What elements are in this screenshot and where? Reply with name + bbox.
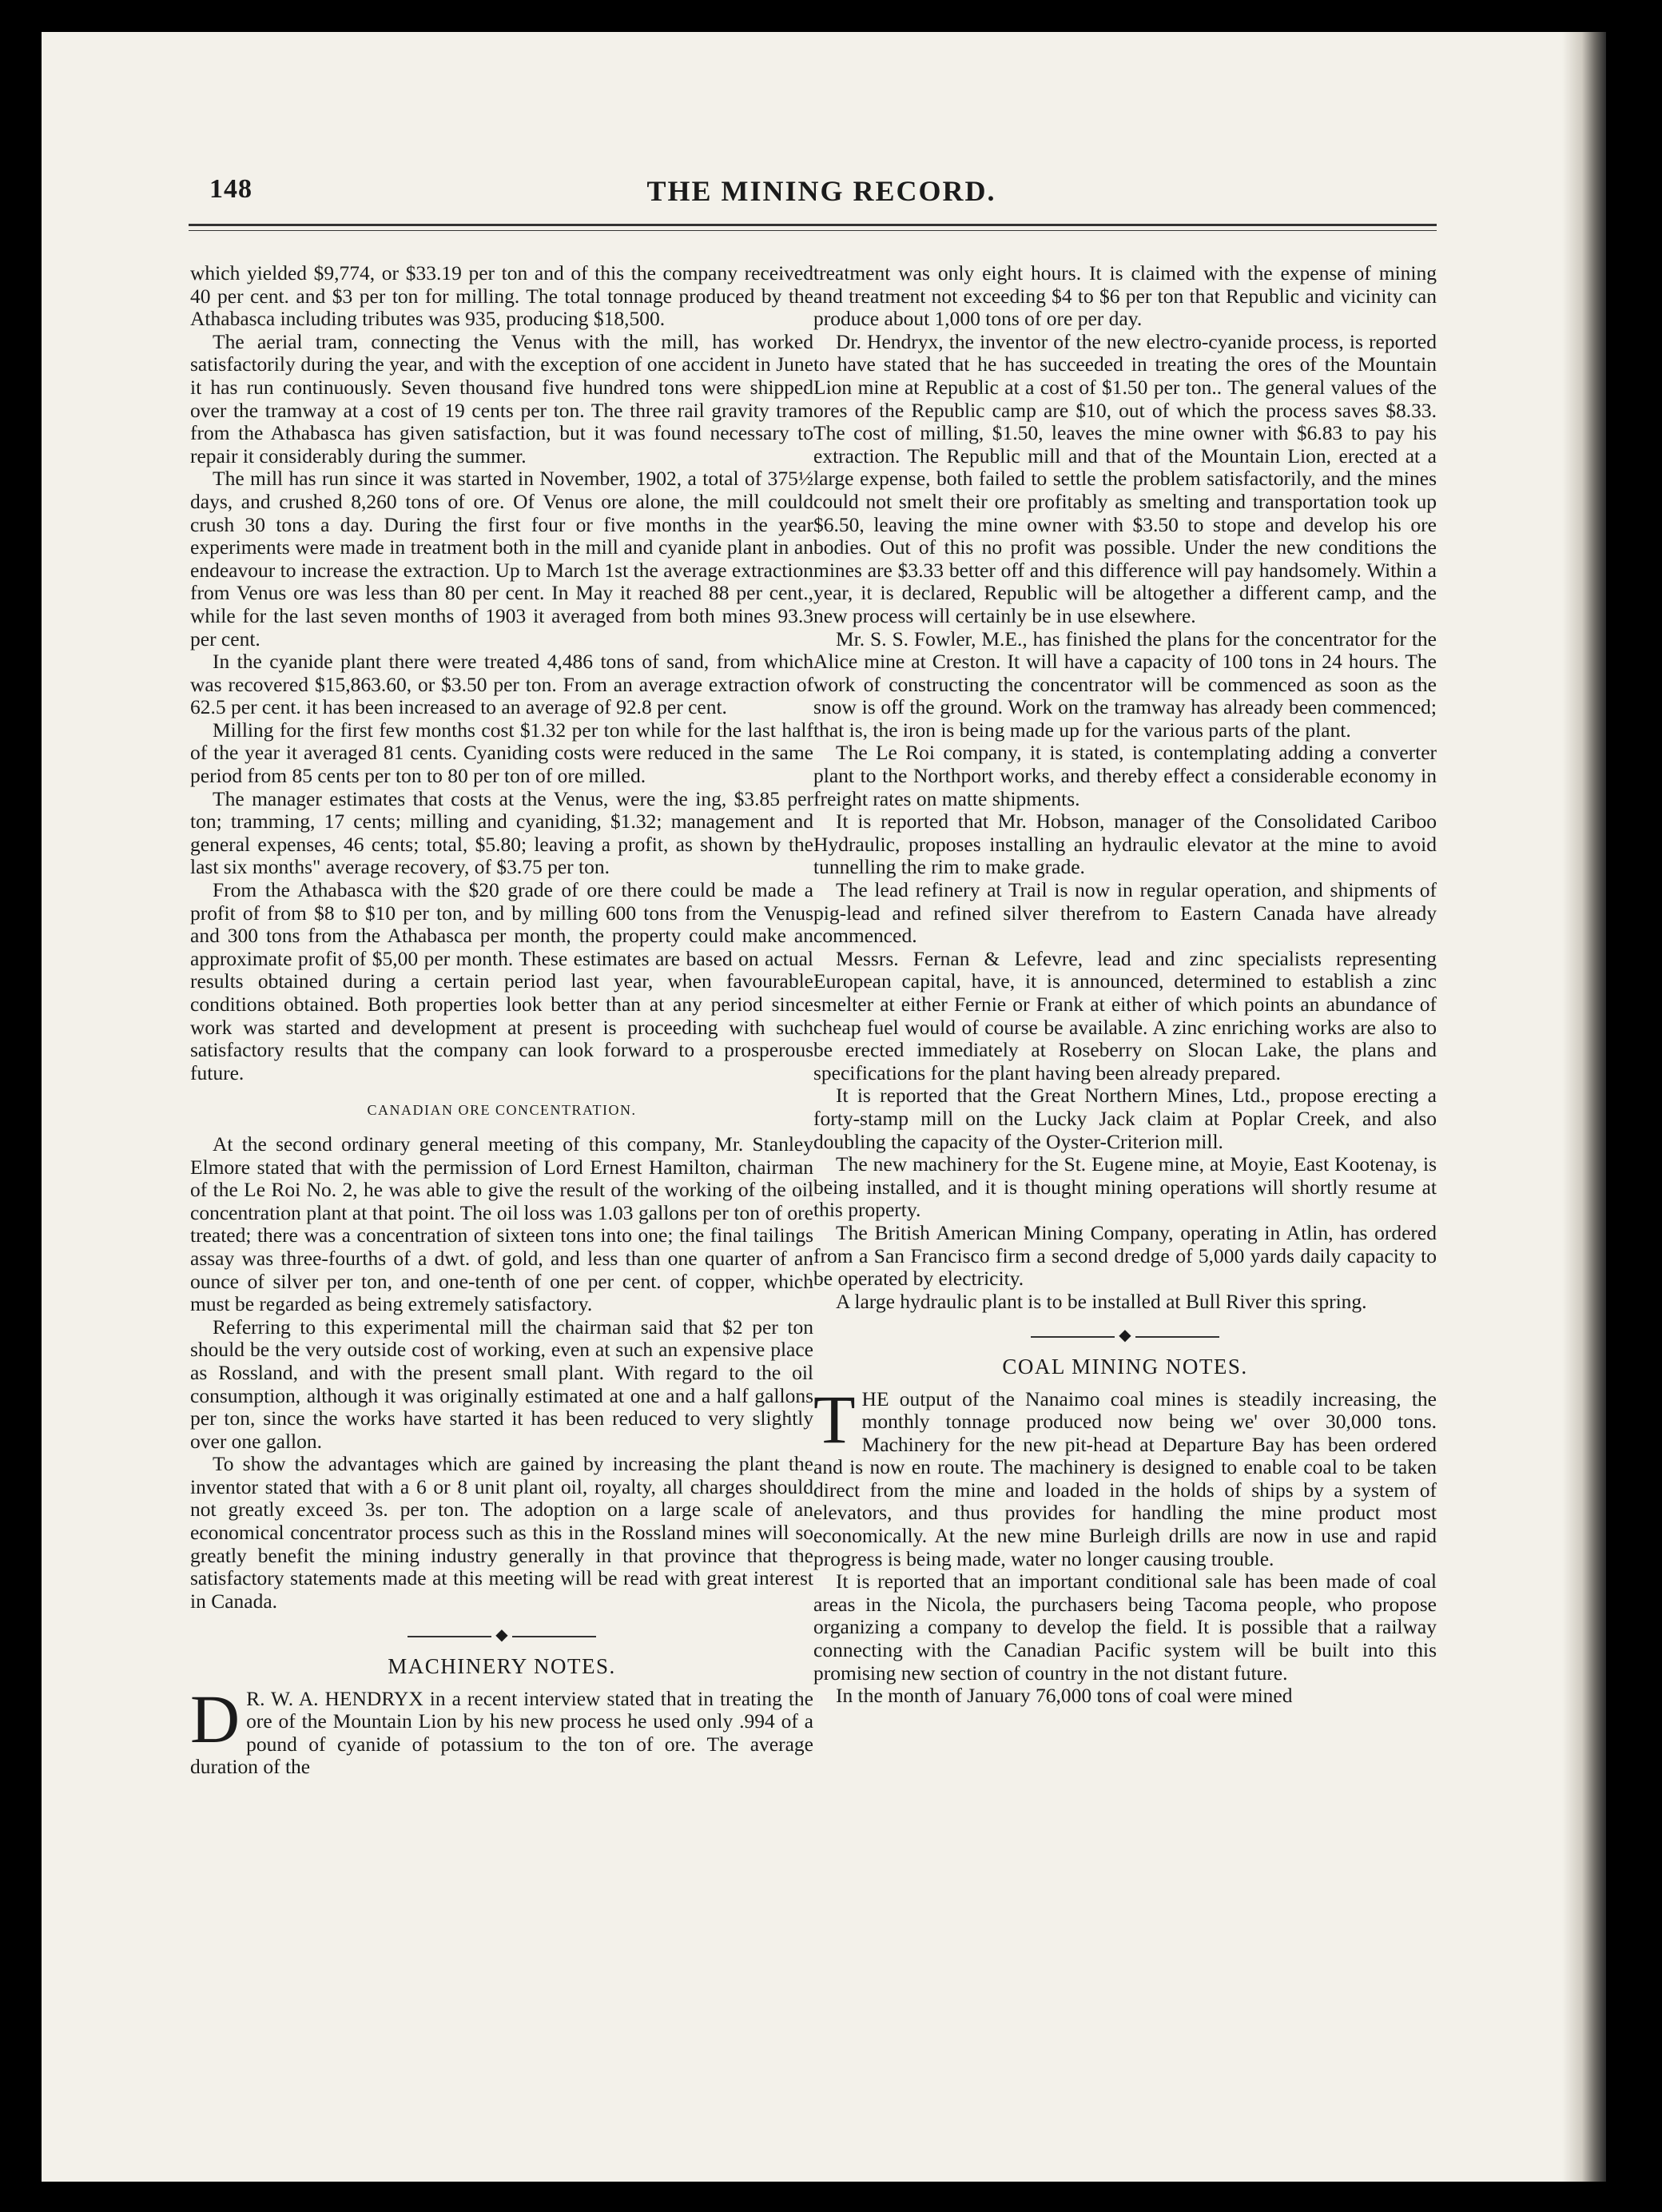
paragraph: It is reported that an important conditional sale has been made of coal areas in the Nicola, the purchasers being Tacoma people, who propose organizing a company to develop the field. It is possible that a railway connecting with the Canadian Pacific system will be built into this promising new section of country in the not distant future. xyxy=(813,1569,1437,1685)
book-spine-shadow xyxy=(1562,32,1606,2182)
paragraph: Dr. Hendryx, the inventor of the new electro-cyanide process, is reported to have stated that he has succeeded in treating the ores of the Mountain Lion mine at Republic at a cost of $1.50 per ton.. The general values of the ores of the Republic camp are $10, out of which the process saves $8.33. The cost of milling, $1.50, leaves the mine owner with $6.83 to pay his extraction. The Republic mill and that of the Mountain Lion, erected at a large expense, both failed to settle the problem satisfactorily, and the mines could not smelt their ore profitably as smelting and transportation took up $6.50, leaving the mine owner with $3.50 to stope and develop his ore bodies. Out of this no profit was possible. Under the new conditions the mines are $3.33 better off and this difference will pay handsomely. Within a year, it is declared, Republic will be altogether a different camp, and the new process will certainly be in use elsewhere. xyxy=(813,329,1437,627)
left-column xyxy=(190,262,813,1779)
paragraph-with-dropcap xyxy=(813,1380,1437,1571)
paragraph: Mr. S. S. Fowler, M.E., has finished the plans for the concentrator for the Alice mine at Creston. It will have a capacity of 100 tons in 24 hours. The work of constructing the concentrator will be commenced as soon as the snow is off the ground. Work on the tramway has already been commenced; that is, the iron is being made up for the various parts of the plant. xyxy=(813,627,1437,742)
diamond-ornament-icon: ◆ xyxy=(1119,1327,1131,1345)
divider-line xyxy=(408,1636,491,1637)
dropcap-letter: D xyxy=(190,1680,241,1757)
paragraph: The lead refinery at Trail is now in regular operation, and shipments of pig-lead and refined silver therefrom to Eastern Canada have already commenced. xyxy=(813,878,1437,948)
page-number: 148 xyxy=(209,174,252,204)
paragraph: A large hydraulic plant is to be installed at Bull River this spring. xyxy=(836,1289,1367,1313)
section-heading-machinery-notes: MACHINERY NOTES. xyxy=(388,1654,616,1679)
header-rule-thick xyxy=(189,224,1437,226)
journal-title: THE MINING RECORD. xyxy=(646,175,996,207)
divider-line xyxy=(512,1636,596,1637)
divider-line xyxy=(1135,1336,1219,1338)
paragraph: The new machinery for the St. Eugene mine, at Moyie, East Kootenay, is being installed, and it is thought mining operations will shortly resume at this property. xyxy=(813,1152,1437,1222)
running-header xyxy=(209,174,1433,214)
paragraph: Referring to this experimental mill the chairman said that $2 per ton should be the very outside cost of working, even at such an expensive place as Rossland, and with the present small plant. With regard to the oil consumption, although it was originally estimated at one and a half gallons per ton, since the works have started it has been reduced to very slightly over one gallon. xyxy=(190,1315,813,1453)
paragraph: It is reported that Mr. Hobson, manager of the Consolidated Cariboo Hydraulic, proposes installing an hydraulic elevator at the mine to avoid tunnelling the rim to make grade. xyxy=(813,810,1437,879)
paragraph: At the second ordinary general meeting of this company, Mr. Stanley Elmore stated that with the permission of Lord Ernest Hamilton, chairman of the Le Roi No. 2, he was able to give the result of the working of the oil concentration plant at that point. The oil loss was 1.03 gallons per ton of ore treated; there was a concentration of sixteen tons into one; the final tailings assay was three-fourths of a dwt. of gold, and less than one quarter of an ounce of silver per ton, and one-tenth of one per cent. of copper, which must be regarded as being extremely satisfactory. xyxy=(190,1132,813,1316)
paragraph: The manager estimates that costs at the Venus, were the ing, $3.85 per ton; tramming, 17 cents; milling and cyaniding, $1.32; management and general expenses, 46 cents; total, $5.80; leaving a profit, as shown by the last six months" average recovery, of $3.75 per ton. xyxy=(190,786,813,879)
section-divider-ornament xyxy=(190,1624,813,1647)
paragraph: which yielded $9,774, or $33.19 per ton and of this the company received 40 per cent. and $3 per ton for milling. The total tonnage produced by the Athabasca including tributes was 935, producing $18,500. xyxy=(190,261,813,331)
paragraph: It is reported that the Great Northern Mines, Ltd., propose erecting a forty-stamp mill on the Lucky Jack claim at Poplar Creek, and also doubling the capacity of the Oyster-Criterion mill. xyxy=(813,1084,1437,1153)
paragraph: To show the advantages which are gained by increasing the plant the inventor stated that with a 6 or 8 unit plant oil, royalty, all charges should not greatly exceed 3s. per ton. The adoption on a large scale of an economical concentrator process such as this in the Rossland mines will so greatly benefit the mining industry generally in that province that the satisfactory statements made at this meeting will be read with great interest in Canada. xyxy=(190,1452,813,1613)
section-divider-ornament xyxy=(813,1324,1437,1347)
header-rule-thin xyxy=(189,230,1437,231)
section-heading-coal-mining-notes: COAL MINING NOTES. xyxy=(1002,1354,1248,1379)
paragraph: The aerial tram, connecting the Venus with the mill, has worked satisfactorily during the year, and with the exception of one accident in June it has run continuously. Seven thousand five hundred tons were shipped over the tramway at a cost of 19 cents per ton. The three rail gravity tram from the Athabasca has given satisfaction, but it was found necessary to repair it considerably during the summer. xyxy=(190,329,813,467)
paragraph-text: HE output of the Nanaimo coal mines is steadily increasing, the monthly tonnage produced now being we' over 30,000 tons. Machinery for the new pit-head at Departure Bay has been ordered and is now en route. The machinery is designed to enable coal to be taken direct from the mine and loaded in the holds of ships by a system of elevators, and thus provides for handling the mine product most economically. At the new mine Burleigh drills are now in use and rapid progress is being made, water no longer causing trouble. xyxy=(813,1386,1437,1570)
right-column xyxy=(813,262,1437,1708)
paragraph: The Le Roi company, it is stated, is contemplating adding a converter plant to the Northport works, and thereby effect a considerable economy in freight rates on matte shipments. xyxy=(813,741,1437,810)
paragraph-text: R. W. A. HENDRYX in a recent interview stated that in treating the ore of the Mountain Lion by his new process he used only .994 of a pound of cyanide of potassium to the ton of ore. The average duration of the xyxy=(190,1686,813,1779)
paragraph: The mill has run since it was started in November, 1902, a total of 375½ days, and crushed 8,260 tons of ore. Of Venus ore alone, the mill could crush 30 tons a day. During the first four or five months in the year experiments were made in treatment both in the mill and cyanide plant in an endeavour to increase the extraction. Up to March 1st the average extraction from Venus ore was less than 80 per cent. In May it reached 88 per cent., while for the last seven months of 1903 it averaged from both mines 93.3 per cent. xyxy=(190,467,813,650)
paragraph: treatment was only eight hours. It is claimed with the expense of mining and treatment not exceeding $4 to $6 per ton that Republic and vicinity can produce about 1,000 tons of ore per day. xyxy=(813,261,1437,331)
section-heading-canadian-ore: CANADIAN ORE CONCENTRATION. xyxy=(367,1102,637,1119)
divider-line xyxy=(1031,1336,1115,1338)
paragraph: Messrs. Fernan & Lefevre, lead and zinc specialists representing European capital, have, it is announced, determined to establish a zinc smelter at either Fernie or Frank at either of which points an abundance of cheap fuel would of course be available. A zinc enriching works are also to be erected immediately at Roseberry on Slocan Lake, the plans and specifications for the plant having been already prepared. xyxy=(813,946,1437,1084)
paragraph: In the month of January 76,000 tons of coal were mined xyxy=(836,1684,1293,1708)
dropcap-letter: T xyxy=(813,1380,856,1458)
paragraph: In the cyanide plant there were treated 4,486 tons of sand, from which was recovered $15,863.60, or $3.50 per ton. From an average extraction of 62.5 per cent. it has been increased to an average of 92.8 per cent. xyxy=(190,650,813,719)
paragraph: The British American Mining Company, operating in Atlin, has ordered from a San Francisco firm a second dredge of 5,000 yards daily capacity to be operated by electricity. xyxy=(813,1220,1437,1291)
paragraph: From the Athabasca with the $20 grade of ore there could be made a profit of from $8 to $10 per ton, and by milling 600 tons from the Venus and 300 tons from the Athabasca per month, the property could make an approximate profit of $5,00 per month. These estimates are based on actual results obtained during a certain period last year, when favourable conditions obtained. Both properties look better than at any period since work was started and development at present is proceeding with such satisfactory results that the company can look forward to a prosperous future. xyxy=(190,878,813,1084)
diamond-ornament-icon: ◆ xyxy=(495,1626,508,1645)
paragraph-with-dropcap xyxy=(190,1680,813,1779)
paragraph: Milling for the first few months cost $1.32 per ton while for the last half of the year it averaged 81 cents. Cyaniding costs were reduced in the same period from 85 cents per ton to 80 per ton of ore milled. xyxy=(190,718,813,788)
